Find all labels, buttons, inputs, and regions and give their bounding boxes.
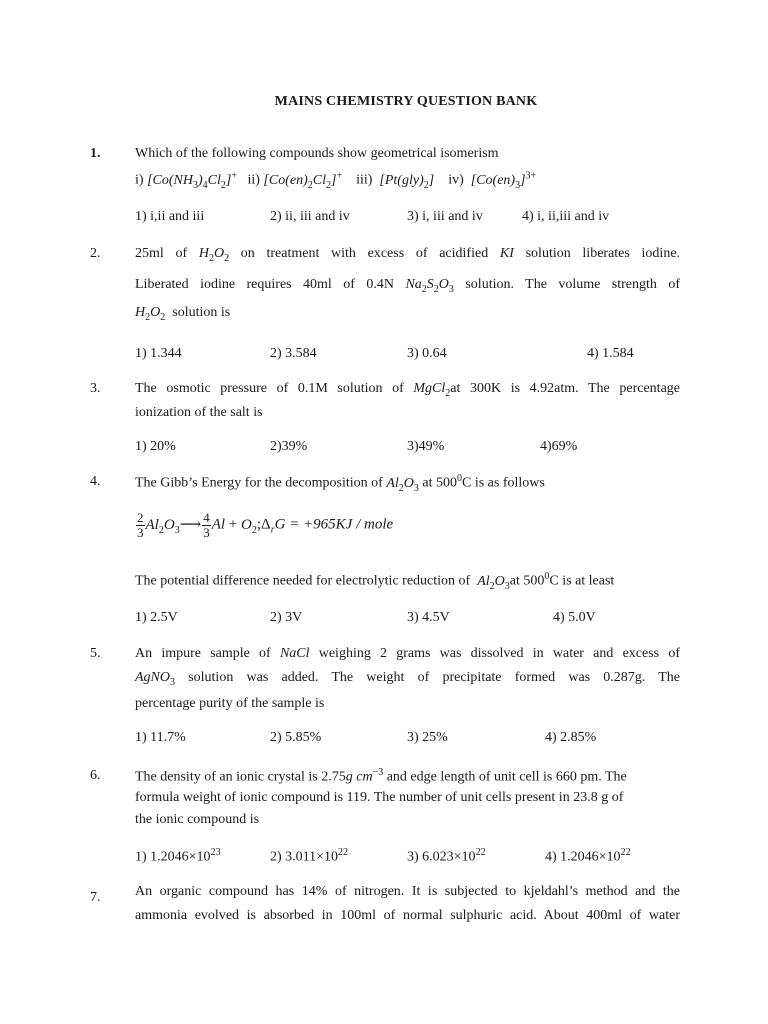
question-text: An organic compound has 14% of nitrogen. It is subjected to kjeldahl’s method and the [135,884,680,899]
question-text: An impure sample of NaCl weighing 2 grams was dissolved in water and excess of [135,646,681,661]
question-text: The Gibb’s Energy for the decomposition of $Al_2O_3$ at $500^0C$ is as follows [135,473,545,494]
option-1: 1) 20% [135,439,176,454]
formula-list: i) $[Co(NH_3)_4Cl_2]^+$ ii) $[Co(en)_2Cl_2]^+$ iii) $[Pt(gly)_2]$ iv) $[Co(en)_3]^{3+}$ [135,170,537,191]
option-2: 2) $3.011\times 10^{22}$ [270,847,349,865]
option-1: 1) 11.7% [135,730,186,745]
option-2: 2)39% [270,439,308,454]
question-text: Liberated iodine requires 40ml of 0.4N $Na_2S_2O_3$ solution. The volume strength of [135,277,681,295]
option-2: 2) 5.85% [270,730,322,745]
question-number: 6. [90,768,101,783]
option-2: 2) ii, iii and iv [270,209,350,224]
option-3: 3) 25% [407,730,448,745]
question-number: 5. [90,646,101,661]
question-number: 4. [90,474,101,489]
option-3: 3) 0.64 [407,346,447,361]
option-3: 3)49% [407,439,445,454]
option-4: 4) 2.85% [545,730,597,745]
question-text: the ionic compound is [135,812,260,827]
option-2: 2) 3.584 [270,346,317,361]
question-text: The osmotic pressure of 0.1M solution of MgCl$_2$at 300K is 4.92atm. The percentage [135,381,680,399]
question-text: 25ml of $H_2O_2$ on treatment with excess of acidified KI solution liberates iodine. [135,246,681,264]
option-1: 1) $1.2046\times 10^{23}$ [135,847,221,865]
question-number: 1. [90,146,101,161]
question-text: ionization of the salt is [135,405,263,420]
option-4: 4)69% [540,439,578,454]
question-number: 2. [90,246,101,261]
question-text: percentage purity of the sample is [135,696,325,711]
option-1: 1) 2.5V [135,610,178,625]
question-text: AgNO$_3$ solution was added. The weight of precipitate formed was 0.287g. The [135,670,681,688]
option-3: 3) 4.5V [407,610,450,625]
question-number: 7. [90,890,101,905]
option-3: 3) i, iii and iv [407,209,483,224]
question-text: formula weight of ionic compound is 119. The number of unit cells present in 23.8 g of [135,790,624,805]
option-4: 4) 5.0V [553,610,596,625]
question-text: ammonia evolved is absorbed in 100ml of normal sulphuric acid. About 400ml of water [135,908,680,923]
option-4: 4) $1.2046\times 10^{22}$ [545,847,631,865]
option-3: 3) $6.023\times 10^{22}$ [407,847,486,865]
question-text: Which of the following compounds show geometrical isomerism [135,146,499,161]
option-1: 1) 1.344 [135,346,182,361]
option-4: 4) 1.584 [587,346,634,361]
question-text: $H_2O_2$ solution is [135,305,231,323]
question-text: The density of an ionic crystal is 2.75g $cm^{-3}$ and edge length of unit cell is 660 pm. The [135,767,627,785]
question-text: The potential difference needed for electrolytic reduction of $Al_2O_3at$ $500^0C$ is at least [135,571,615,592]
reaction-equation: $\frac{2}{3}$ $Al_2O_3⟶$ $\frac{4}{3}$ $Al + O_2;\Delta_rG = +965KJ$ / mole [137,510,394,540]
option-2: 2) 3V [270,610,303,625]
option-1: 1) i,ii and iii [135,209,205,224]
option-4: 4) i, ii,iii and iv [522,209,610,224]
question-number: 3. [90,381,101,396]
page-title: MAINS CHEMISTRY QUESTION BANK [274,94,538,109]
